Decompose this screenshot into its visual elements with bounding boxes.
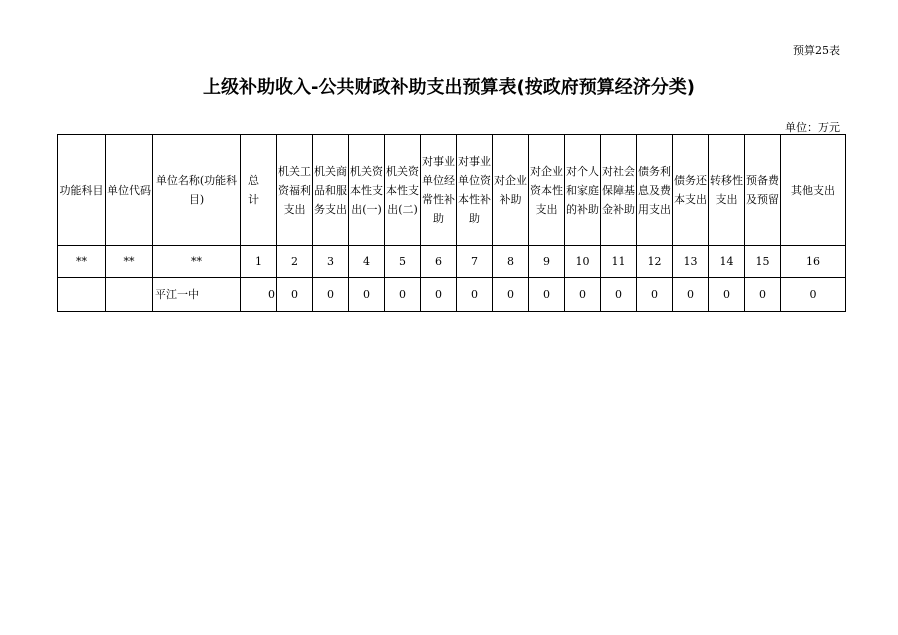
index-cell: 4 (349, 246, 385, 278)
header-cell: 债务还本支出 (673, 135, 709, 246)
unit-name-cell: 平江一中 (153, 278, 241, 312)
index-cell: 9 (529, 246, 565, 278)
table-cell: 0 (601, 278, 637, 312)
index-cell: ** (106, 246, 153, 278)
table-cell: 0 (637, 278, 673, 312)
index-cell: 15 (745, 246, 781, 278)
table-cell: 0 (529, 278, 565, 312)
table-cell: 0 (349, 278, 385, 312)
index-cell: 7 (457, 246, 493, 278)
header-row (58, 135, 846, 246)
table-cell: 0 (277, 278, 313, 312)
header-cell: 对事业单位经常性补助 (421, 135, 457, 246)
header-cell: 债务利息及费用支出 (637, 135, 673, 246)
page-title: 上级补助收入-公共财政补助支出预算表(按政府预算经济分类) (203, 77, 695, 98)
header-cell: 机关资本性支出(二) (385, 135, 421, 246)
index-cell: 3 (313, 246, 349, 278)
header-cell: 机关商品和服务支出 (313, 135, 349, 246)
index-cell: 10 (565, 246, 601, 278)
index-cell: 16 (781, 246, 846, 278)
header-cell: 对企业资本性支出 (529, 135, 565, 246)
table-row (58, 278, 846, 312)
index-cell: ** (153, 246, 241, 278)
index-cell: ** (58, 246, 106, 278)
header-cell: 对社会保障基金补助 (601, 135, 637, 246)
table-cell: 0 (313, 278, 349, 312)
index-row (58, 246, 846, 278)
table-cell: 0 (781, 278, 846, 312)
index-cell: 8 (493, 246, 529, 278)
page-label: 预算25表 (793, 44, 840, 57)
header-cell: 单位名称(功能科目) (153, 135, 241, 246)
index-cell: 13 (673, 246, 709, 278)
index-cell: 14 (709, 246, 745, 278)
header-cell: 机关工资福利支出 (277, 135, 313, 246)
header-cell: 转移性支出 (709, 135, 745, 246)
budget-table (57, 134, 846, 312)
header-cell: 总计 (241, 135, 277, 246)
header-cell: 预备费及预留 (745, 135, 781, 246)
table-cell: 0 (673, 278, 709, 312)
index-cell: 11 (601, 246, 637, 278)
header-cell: 对企业补助 (493, 135, 529, 246)
index-cell: 1 (241, 246, 277, 278)
header-cell: 机关资本性支出(一) (349, 135, 385, 246)
unit-label: 单位：万元 (785, 121, 840, 134)
table-cell: 0 (421, 278, 457, 312)
header-cell: 其他支出 (781, 135, 846, 246)
index-cell: 12 (637, 246, 673, 278)
header-cell: 对事业单位资本性补助 (457, 135, 493, 246)
table-cell: 0 (457, 278, 493, 312)
table-cell: 0 (385, 278, 421, 312)
header-cell: 对个人和家庭的补助 (565, 135, 601, 246)
table-cell: 0 (565, 278, 601, 312)
header-cell: 单位代码 (106, 135, 153, 246)
header-cell: 功能科目 (58, 135, 106, 246)
index-cell: 6 (421, 246, 457, 278)
table-cell (106, 278, 153, 312)
index-cell: 5 (385, 246, 421, 278)
table-cell: 0 (493, 278, 529, 312)
total-cell: 0 (241, 278, 277, 312)
table-cell: 0 (745, 278, 781, 312)
table-cell (58, 278, 106, 312)
index-cell: 2 (277, 246, 313, 278)
table-cell: 0 (709, 278, 745, 312)
